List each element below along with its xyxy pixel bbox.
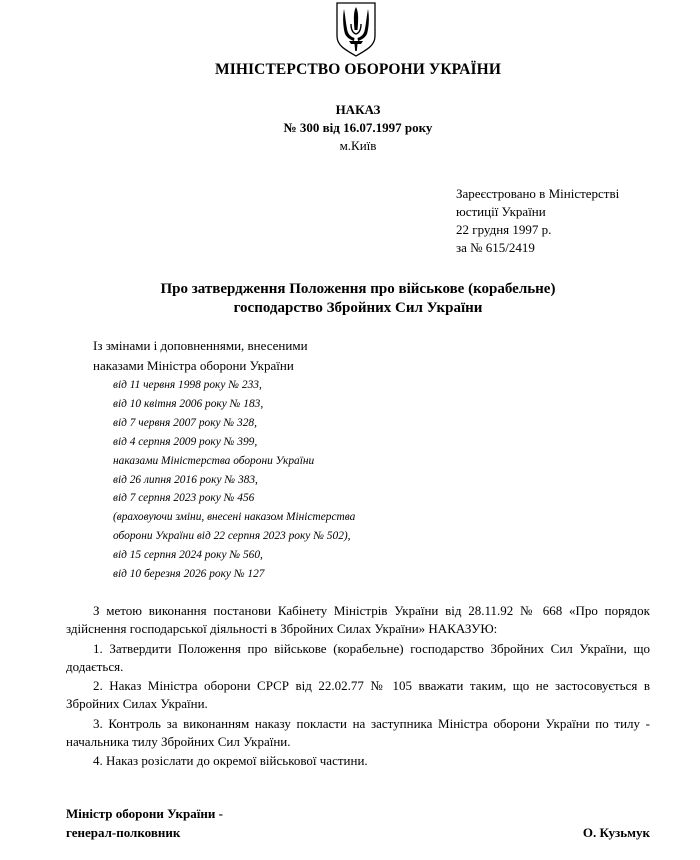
amendment-link[interactable]: від 7 червня 2007 року № 328, bbox=[113, 416, 257, 429]
amendment-note[interactable]: оборони України від 22 серпня 2023 року № 502), bbox=[113, 530, 351, 543]
order-point-3: 3. Контроль за виконанням наказу покласти на заступника Міністра оборони України по тилу - начальника тилу Збройних Сил України. bbox=[66, 715, 650, 750]
signatory-name: О. Кузьмук bbox=[582, 825, 650, 840]
amendment-link[interactable]: від 10 квітня 2006 року № 183, bbox=[113, 397, 264, 410]
amendment-note: (враховуючи зміни, внесені наказом Міністерства bbox=[113, 511, 356, 524]
registration-line: юстиції України bbox=[456, 204, 546, 219]
order-header bbox=[0, 101, 700, 155]
amendment-link[interactable]: від 7 серпня 2023 року № 456 bbox=[113, 492, 255, 505]
amendment-subheading: наказами Міністерства оборони України bbox=[113, 454, 315, 467]
registration-stamp bbox=[456, 185, 686, 257]
registration-number: за № 615/2419 bbox=[456, 240, 535, 255]
order-point-2: 2. Наказ Міністра оборони СРСР від 22.02.77 № 105 вважати таким, що не застосовується в Збройних Силах України. bbox=[66, 678, 650, 712]
order-preamble: З метою виконання постанови Кабінету Міністрів України від 28.11.92 № 668 «Про порядок здійснення господарської діяльності в Збройних Силах України» НАКАЗУЮ: bbox=[66, 603, 650, 637]
signature-block bbox=[66, 804, 650, 842]
order-number-date: № 300 від 16.07.1997 року bbox=[283, 120, 433, 135]
amendments-intro bbox=[93, 336, 513, 376]
registration-line: Зареєстровано в Міністерстві bbox=[456, 186, 620, 201]
registration-date: 22 грудня 1997 р. bbox=[456, 222, 552, 237]
signatory-position: Міністр оборони України - bbox=[66, 806, 223, 821]
amendments-list bbox=[113, 376, 513, 584]
amendment-link[interactable]: від 11 червня 1998 року № 233, bbox=[113, 379, 262, 391]
amendment-link[interactable]: від 4 серпня 2009 року № 399, bbox=[113, 435, 258, 448]
signatory-rank-line bbox=[66, 823, 650, 842]
document-title-line: Про затвердження Положення про військове (корабельне) bbox=[160, 281, 556, 297]
order-point-4: 4. Наказ розіслати до окремої військової частини. bbox=[93, 753, 368, 769]
order-point-1: 1. Затвердити Положення про військове (корабельне) господарство Збройних Сил України, що додається. bbox=[66, 640, 650, 674]
amendments-block bbox=[93, 336, 513, 584]
order-body bbox=[66, 602, 650, 771]
document-title-line: господарство Збройних Сил України bbox=[233, 300, 483, 316]
signatory-rank: генерал-полковник bbox=[66, 825, 181, 840]
ministry-name: МІНІСТЕРСТВО ОБОРОНИ УКРАЇНИ bbox=[215, 61, 501, 78]
amendment-link[interactable]: від 10 березня 2026 року № 127 bbox=[113, 568, 265, 581]
order-city: м.Київ bbox=[339, 138, 377, 153]
trident-coat-of-arms-icon bbox=[332, 0, 380, 58]
amendment-link[interactable]: від 15 серпня 2024 року № 560, bbox=[113, 549, 263, 562]
amendments-intro-line: Із змінами і доповненнями, внесеними bbox=[93, 338, 308, 353]
order-title: НАКАЗ bbox=[335, 102, 381, 117]
amendments-intro-line: наказами Міністра оборони України bbox=[93, 358, 294, 373]
document-title bbox=[0, 280, 700, 318]
amendment-link[interactable]: від 26 липня 2016 року № 383, bbox=[113, 473, 258, 486]
